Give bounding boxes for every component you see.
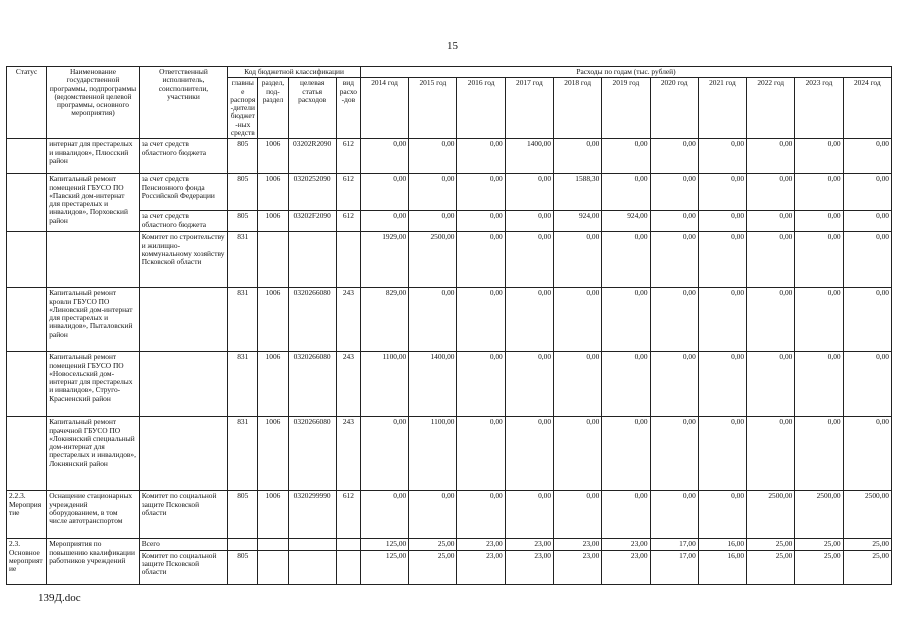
value-cell: 0,00 bbox=[505, 174, 553, 211]
value-cell: 0,00 bbox=[795, 139, 843, 174]
expense-type-cell: 243 bbox=[336, 288, 360, 352]
footer-filename: 139Д.doc bbox=[38, 592, 81, 604]
value-cell: 17,00 bbox=[650, 550, 698, 584]
page-number: 15 bbox=[447, 40, 458, 52]
value-cell: 0,00 bbox=[747, 232, 795, 288]
target-cell: 0320266080 bbox=[288, 288, 336, 352]
grbs-cell: 831 bbox=[228, 288, 258, 352]
value-cell: 0,00 bbox=[602, 139, 650, 174]
value-cell: 0,00 bbox=[795, 417, 843, 491]
header-year: 2017 год bbox=[505, 78, 553, 139]
header-responsible: Ответственный исполнитель, соисполнители, участники bbox=[139, 67, 227, 139]
value-cell: 0,00 bbox=[698, 174, 746, 211]
value-cell: 0,00 bbox=[795, 352, 843, 417]
value-cell: 25,00 bbox=[409, 550, 457, 584]
value-cell: 0,00 bbox=[843, 174, 891, 211]
value-cell: 1100,00 bbox=[409, 417, 457, 491]
value-cell: 0,00 bbox=[554, 491, 602, 539]
responsible-cell: Всего bbox=[139, 539, 227, 550]
section-cell bbox=[258, 539, 288, 550]
section-cell: 1006 bbox=[258, 288, 288, 352]
value-cell: 23,00 bbox=[457, 550, 505, 584]
section-cell: 1006 bbox=[258, 352, 288, 417]
value-cell: 0,00 bbox=[505, 288, 553, 352]
value-cell: 25,00 bbox=[843, 550, 891, 584]
header-year: 2024 год bbox=[843, 78, 891, 139]
value-cell: 25,00 bbox=[795, 550, 843, 584]
header-expense-type: вид расхо-дов bbox=[336, 78, 360, 139]
status-cell bbox=[7, 139, 47, 174]
expense-type-cell: 243 bbox=[336, 417, 360, 491]
value-cell: 0,00 bbox=[554, 139, 602, 174]
header-budget-code-group: Код бюджетной классификации bbox=[228, 67, 361, 78]
responsible-cell bbox=[139, 352, 227, 417]
table-row bbox=[7, 232, 892, 288]
value-cell: 0,00 bbox=[409, 491, 457, 539]
value-cell: 0,00 bbox=[747, 288, 795, 352]
value-cell: 2500,00 bbox=[795, 491, 843, 539]
value-cell: 0,00 bbox=[360, 139, 408, 174]
table-row bbox=[7, 539, 892, 550]
name-cell: интернат для престарелых и инвалидов», Плюсский район bbox=[47, 139, 140, 174]
value-cell: 0,00 bbox=[650, 211, 698, 232]
grbs-cell: 831 bbox=[228, 417, 258, 491]
value-cell: 25,00 bbox=[843, 539, 891, 550]
value-cell: 25,00 bbox=[409, 539, 457, 550]
value-cell: 0,00 bbox=[698, 211, 746, 232]
name-cell: Мероприятия по повышению квалификации работников учреждений bbox=[47, 539, 140, 584]
section-cell bbox=[258, 232, 288, 288]
target-cell: 0320299990 bbox=[288, 491, 336, 539]
header-year: 2021 год bbox=[698, 78, 746, 139]
value-cell: 829,00 bbox=[360, 288, 408, 352]
value-cell: 0,00 bbox=[698, 352, 746, 417]
value-cell: 0,00 bbox=[795, 174, 843, 211]
status-cell: 2.2.3. Мероприятие bbox=[7, 491, 47, 539]
target-cell: 0320266080 bbox=[288, 417, 336, 491]
value-cell: 0,00 bbox=[650, 139, 698, 174]
value-cell: 23,00 bbox=[554, 539, 602, 550]
section-cell: 1006 bbox=[258, 139, 288, 174]
table-row bbox=[7, 174, 892, 211]
value-cell: 0,00 bbox=[698, 139, 746, 174]
grbs-cell: 805 bbox=[228, 174, 258, 211]
responsible-cell: Комитет по социальной защите Псковской области bbox=[139, 491, 227, 539]
grbs-cell: 805 bbox=[228, 139, 258, 174]
value-cell: 0,00 bbox=[843, 211, 891, 232]
target-cell bbox=[288, 232, 336, 288]
value-cell: 0,00 bbox=[843, 352, 891, 417]
header-target: целевая статья расходов bbox=[288, 78, 336, 139]
value-cell: 2500,00 bbox=[747, 491, 795, 539]
value-cell: 0,00 bbox=[650, 174, 698, 211]
grbs-cell: 805 bbox=[228, 550, 258, 584]
status-cell bbox=[7, 352, 47, 417]
value-cell: 0,00 bbox=[360, 211, 408, 232]
value-cell: 1588,30 bbox=[554, 174, 602, 211]
value-cell: 0,00 bbox=[795, 232, 843, 288]
name-cell: Капитальный ремонт помещений ГБУСО ПО «Павский дом-интернат для престарелых и инвалидов», Порховский район bbox=[47, 174, 140, 232]
value-cell: 0,00 bbox=[602, 352, 650, 417]
section-cell: 1006 bbox=[258, 174, 288, 211]
header-year: 2014 год bbox=[360, 78, 408, 139]
value-cell: 23,00 bbox=[554, 550, 602, 584]
section-cell: 1006 bbox=[258, 417, 288, 491]
status-cell bbox=[7, 232, 47, 288]
target-cell bbox=[288, 539, 336, 550]
table-row bbox=[7, 352, 892, 417]
responsible-cell bbox=[139, 417, 227, 491]
responsible-cell bbox=[139, 288, 227, 352]
header-year: 2022 год bbox=[747, 78, 795, 139]
expense-type-cell bbox=[336, 539, 360, 550]
value-cell: 0,00 bbox=[360, 417, 408, 491]
name-cell: Оснащение стационарных учреждений оборудованием, в том числе автотранспортом bbox=[47, 491, 140, 539]
responsible-cell: за счет средств Пенсионного фонда Российской Федерации bbox=[139, 174, 227, 211]
value-cell: 0,00 bbox=[505, 211, 553, 232]
expense-type-cell: 612 bbox=[336, 491, 360, 539]
value-cell: 1100,00 bbox=[360, 352, 408, 417]
value-cell: 0,00 bbox=[602, 491, 650, 539]
header-year: 2023 год bbox=[795, 78, 843, 139]
responsible-cell: Комитет по социальной защите Псковской области bbox=[139, 550, 227, 584]
target-cell bbox=[288, 550, 336, 584]
value-cell: 924,00 bbox=[602, 211, 650, 232]
value-cell: 0,00 bbox=[650, 288, 698, 352]
header-year: 2019 год bbox=[602, 78, 650, 139]
value-cell: 23,00 bbox=[505, 539, 553, 550]
value-cell: 0,00 bbox=[409, 288, 457, 352]
header-section: раздел, под-раздел bbox=[258, 78, 288, 139]
value-cell: 0,00 bbox=[843, 288, 891, 352]
grbs-cell bbox=[228, 539, 258, 550]
status-cell bbox=[7, 417, 47, 491]
expense-type-cell bbox=[336, 550, 360, 584]
value-cell: 125,00 bbox=[360, 550, 408, 584]
table-row bbox=[7, 139, 892, 174]
value-cell: 0,00 bbox=[457, 211, 505, 232]
table-row bbox=[7, 550, 892, 584]
target-cell: 0320266080 bbox=[288, 352, 336, 417]
value-cell: 0,00 bbox=[554, 352, 602, 417]
value-cell: 0,00 bbox=[360, 174, 408, 211]
value-cell: 0,00 bbox=[409, 139, 457, 174]
grbs-cell: 805 bbox=[228, 491, 258, 539]
status-cell bbox=[7, 174, 47, 232]
value-cell: 0,00 bbox=[457, 232, 505, 288]
value-cell: 23,00 bbox=[505, 550, 553, 584]
header-name: Наименование государственной программы, подпрограммы (ведомственной целевой программы, основного мероприятия) bbox=[47, 67, 140, 139]
status-cell bbox=[7, 288, 47, 352]
value-cell: 0,00 bbox=[747, 211, 795, 232]
value-cell: 0,00 bbox=[602, 174, 650, 211]
section-cell: 1006 bbox=[258, 491, 288, 539]
grbs-cell: 831 bbox=[228, 232, 258, 288]
value-cell: 16,00 bbox=[698, 539, 746, 550]
table-row bbox=[7, 288, 892, 352]
responsible-cell: Комитет по строительству и жилищно-коммунальному хозяйству Псковской области bbox=[139, 232, 227, 288]
value-cell: 0,00 bbox=[698, 417, 746, 491]
name-cell: Капитальный ремонт прачечной ГБУСО ПО «Локнянский специальный дом-интернат для престарелых и инвалидов», Локнянский район bbox=[47, 417, 140, 491]
value-cell: 0,00 bbox=[457, 491, 505, 539]
name-cell: Капитальный ремонт кровли ГБУСО ПО «Линовский дом-интернат для престарелых и инвалидов», Пыталовский район bbox=[47, 288, 140, 352]
grbs-cell: 831 bbox=[228, 352, 258, 417]
value-cell: 0,00 bbox=[457, 417, 505, 491]
header-grbs: главные распоря-дители бюджет-ных средств bbox=[228, 78, 258, 139]
value-cell: 0,00 bbox=[505, 352, 553, 417]
value-cell: 0,00 bbox=[795, 211, 843, 232]
value-cell: 0,00 bbox=[698, 491, 746, 539]
header-status: Статус bbox=[7, 67, 47, 139]
value-cell: 1929,00 bbox=[360, 232, 408, 288]
responsible-cell: за счет средств областного бюджета bbox=[139, 139, 227, 174]
value-cell: 0,00 bbox=[505, 417, 553, 491]
expense-type-cell: 612 bbox=[336, 174, 360, 211]
target-cell: 03202R2090 bbox=[288, 139, 336, 174]
value-cell: 0,00 bbox=[554, 417, 602, 491]
expense-type-cell: 243 bbox=[336, 352, 360, 417]
value-cell: 0,00 bbox=[457, 174, 505, 211]
value-cell: 0,00 bbox=[650, 417, 698, 491]
responsible-cell: за счет средств областного бюджета bbox=[139, 211, 227, 232]
value-cell: 0,00 bbox=[747, 139, 795, 174]
expense-type-cell: 612 bbox=[336, 139, 360, 174]
value-cell: 0,00 bbox=[602, 417, 650, 491]
table-row bbox=[7, 491, 892, 539]
value-cell: 23,00 bbox=[602, 539, 650, 550]
value-cell: 16,00 bbox=[698, 550, 746, 584]
value-cell: 1400,00 bbox=[505, 139, 553, 174]
status-cell: 2.3. Основное мероприятие bbox=[7, 539, 47, 584]
value-cell: 0,00 bbox=[554, 288, 602, 352]
value-cell: 23,00 bbox=[457, 539, 505, 550]
value-cell: 0,00 bbox=[843, 417, 891, 491]
value-cell: 2500,00 bbox=[409, 232, 457, 288]
value-cell: 17,00 bbox=[650, 539, 698, 550]
value-cell: 0,00 bbox=[650, 352, 698, 417]
value-cell: 0,00 bbox=[747, 417, 795, 491]
value-cell: 0,00 bbox=[843, 139, 891, 174]
value-cell: 0,00 bbox=[457, 288, 505, 352]
value-cell: 0,00 bbox=[505, 491, 553, 539]
header-year: 2020 год bbox=[650, 78, 698, 139]
value-cell: 0,00 bbox=[698, 232, 746, 288]
value-cell: 0,00 bbox=[409, 211, 457, 232]
value-cell: 0,00 bbox=[747, 174, 795, 211]
expense-type-cell: 612 bbox=[336, 211, 360, 232]
table-row bbox=[7, 211, 892, 232]
value-cell: 25,00 bbox=[795, 539, 843, 550]
value-cell: 25,00 bbox=[747, 539, 795, 550]
value-cell: 0,00 bbox=[409, 174, 457, 211]
value-cell: 125,00 bbox=[360, 539, 408, 550]
value-cell: 0,00 bbox=[457, 352, 505, 417]
section-cell: 1006 bbox=[258, 211, 288, 232]
value-cell: 0,00 bbox=[360, 491, 408, 539]
value-cell: 0,00 bbox=[457, 139, 505, 174]
name-cell: Капитальный ремонт помещений ГБУСО ПО «Новосельский дом-интернат для престарелых и инвалидов», Струго-Красненский район bbox=[47, 352, 140, 417]
value-cell: 0,00 bbox=[554, 232, 602, 288]
budget-table bbox=[6, 66, 892, 585]
value-cell: 0,00 bbox=[650, 232, 698, 288]
header-year: 2015 год bbox=[409, 78, 457, 139]
value-cell: 1400,00 bbox=[409, 352, 457, 417]
grbs-cell: 805 bbox=[228, 211, 258, 232]
value-cell: 0,00 bbox=[795, 288, 843, 352]
section-cell bbox=[258, 550, 288, 584]
value-cell: 0,00 bbox=[650, 491, 698, 539]
value-cell: 0,00 bbox=[602, 288, 650, 352]
value-cell: 0,00 bbox=[505, 232, 553, 288]
header-years-group: Расходы по годам (тыс. рублей) bbox=[360, 67, 891, 78]
value-cell: 0,00 bbox=[698, 288, 746, 352]
header-year: 2018 год bbox=[554, 78, 602, 139]
table-row bbox=[7, 417, 892, 491]
target-cell: 03202F2090 bbox=[288, 211, 336, 232]
name-cell bbox=[47, 232, 140, 288]
value-cell: 2500,00 bbox=[843, 491, 891, 539]
target-cell: 0320252090 bbox=[288, 174, 336, 211]
header-year: 2016 год bbox=[457, 78, 505, 139]
value-cell: 0,00 bbox=[843, 232, 891, 288]
value-cell: 0,00 bbox=[602, 232, 650, 288]
value-cell: 0,00 bbox=[747, 352, 795, 417]
expense-type-cell bbox=[336, 232, 360, 288]
value-cell: 25,00 bbox=[747, 550, 795, 584]
value-cell: 924,00 bbox=[554, 211, 602, 232]
value-cell: 23,00 bbox=[602, 550, 650, 584]
